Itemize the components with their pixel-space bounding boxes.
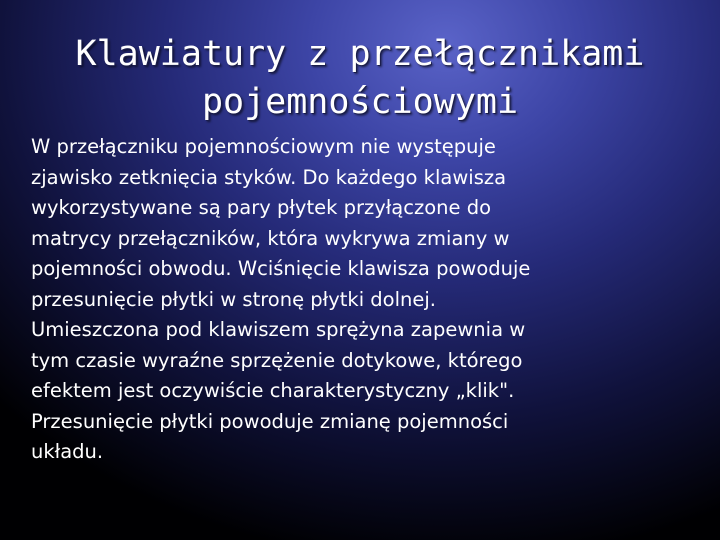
slide-title-line: pojemnościowymi: [201, 82, 519, 122]
body-line: pojemności obwodu. Wciśnięcie klawisza powoduje: [31, 257, 531, 280]
slide-title: [60, 30, 660, 126]
body-line: Umieszczona pod klawiszem sprężyna zapewnia w: [31, 318, 526, 341]
body-line: przesunięcie płytki w stronę płytki dolnej.: [31, 287, 437, 311]
slide-body-text: [31, 132, 691, 468]
body-line: matrycy przełączników, która wykrywa zmiany w: [31, 226, 510, 250]
body-line: tym czasie wyraźne sprzężenie dotykowe, którego: [31, 348, 523, 372]
slide-title-line: Klawiatury z przełącznikami: [75, 34, 645, 74]
body-line: układu.: [31, 440, 104, 463]
body-line: efektem jest oczywiście charakterystyczny „klik".: [31, 379, 515, 402]
body-line: zjawisko zetknięcia styków. Do każdego klawisza: [31, 165, 507, 189]
body-line: Przesunięcie płytki powoduje zmianę pojemności: [31, 409, 509, 433]
body-line: W przełączniku pojemnościowym nie występuje: [31, 135, 496, 158]
body-line: wykorzystywane są pary płytek przyłączone do: [31, 196, 492, 219]
